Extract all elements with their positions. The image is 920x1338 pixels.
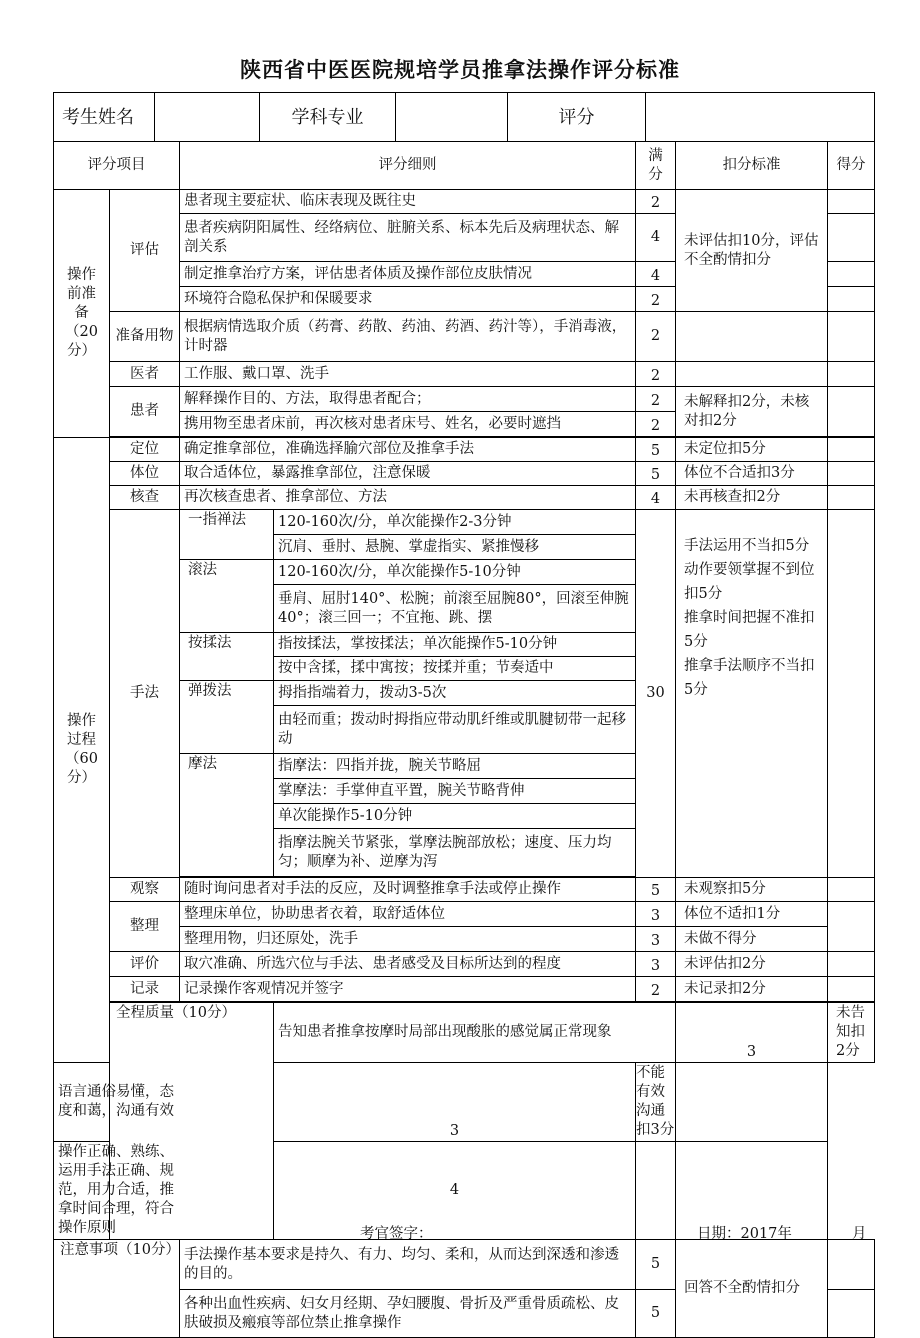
table-row bbox=[54, 190, 875, 214]
deduct-cell: 未再核查扣2分 bbox=[676, 486, 828, 510]
col-deduct: 扣分标准 bbox=[676, 142, 828, 190]
deduct-cell: 回答不全酌情扣分 bbox=[676, 1240, 828, 1338]
detail-cell: 工作服、戴口罩、洗手 bbox=[180, 362, 636, 387]
examiner-signature-label: 考官签字： bbox=[360, 1226, 433, 1242]
detail-cell: 操作正确、熟练、运用手法正确、规范，用力合适，推拿时间合理，符合操作原则 bbox=[54, 1142, 180, 1240]
col-detail: 评分细则 bbox=[180, 142, 636, 190]
score-table bbox=[53, 92, 875, 1338]
detail-cell: 指摩法：四指并拢，腕关节略屈 bbox=[274, 754, 636, 779]
detail-cell: 随时询问患者对手法的反应，及时调整推拿手法或停止操作 bbox=[180, 878, 636, 902]
full-score: 3 bbox=[636, 952, 676, 977]
table-row bbox=[54, 312, 875, 362]
full-score: 4 bbox=[274, 1142, 636, 1240]
deduct-line: 手法运用不当扣5分 bbox=[684, 538, 810, 554]
detail-cell: 患者疾病阴阳属性、经络病位、脏腑关系、标本先后及病理状态、解剖关系 bbox=[180, 214, 636, 262]
detail-cell: 各种出血性疾病、妇女月经期、孕妇腰腹、骨折及严重骨质疏松、皮肤破损及瘢痕等部位禁止推拿操作 bbox=[180, 1290, 636, 1338]
table-row bbox=[54, 878, 875, 902]
table-row bbox=[54, 462, 875, 486]
full-score: 3 bbox=[676, 1003, 828, 1063]
deduct-line: 动作要领掌握不到位扣5分 bbox=[684, 562, 815, 602]
got-cell[interactable] bbox=[828, 462, 875, 486]
got-cell[interactable] bbox=[828, 362, 875, 387]
detail-cell: 120-160次/分，单次能操作2-3分钟 bbox=[274, 510, 636, 535]
got-cell[interactable] bbox=[828, 190, 875, 214]
detail-cell: 由轻而重；拨动时拇指应带动肌纤维或肌腱韧带一起移动 bbox=[274, 706, 636, 754]
table-row bbox=[54, 362, 875, 387]
table-row bbox=[54, 1003, 875, 1063]
page-title: 陕西省中医医院规培学员推拿法操作评分标准 bbox=[240, 58, 680, 82]
detail-cell: 制定推拿治疗方案，评估患者体质及操作部位皮肤情况 bbox=[180, 262, 636, 287]
full-score: 2 bbox=[636, 362, 676, 387]
col-got: 得分 bbox=[828, 142, 875, 190]
table-row bbox=[54, 510, 875, 535]
full-score: 5 bbox=[636, 878, 676, 902]
full-score: 5 bbox=[636, 1240, 676, 1290]
deduct-cell: 未观察扣5分 bbox=[676, 878, 828, 902]
sub-patient: 患者 bbox=[110, 387, 180, 437]
detail-cell: 记录操作客观情况并签字 bbox=[180, 977, 636, 1002]
deduct-cell: 未评估扣2分 bbox=[676, 952, 828, 977]
score-label: 评分 bbox=[508, 93, 646, 141]
detail-cell: 语言通俗易懂，态度和蔼，沟通有效 bbox=[54, 1063, 180, 1142]
table-row bbox=[54, 977, 875, 1002]
col-full: 满分 bbox=[636, 142, 676, 190]
table-row bbox=[54, 1063, 875, 1142]
detail-cell: 根据病情选取介质（药膏、药散、药油、药酒、药汁等），手消毒液，计时器 bbox=[180, 312, 636, 362]
full-score: 3 bbox=[636, 902, 676, 927]
sub-assess: 评估 bbox=[110, 190, 180, 312]
got-cell[interactable] bbox=[828, 262, 875, 287]
table-row bbox=[54, 486, 875, 510]
full-score: 2 bbox=[636, 412, 676, 437]
got-cell[interactable] bbox=[828, 977, 875, 1002]
section-process: 操作过程（60分） bbox=[54, 438, 110, 1063]
full-score: 2 bbox=[636, 387, 676, 412]
deduct-cell: 体位不合适扣3分 bbox=[676, 462, 828, 486]
full-score: 30 bbox=[636, 510, 676, 878]
full-score: 5 bbox=[636, 438, 676, 462]
footer bbox=[0, 1222, 920, 1244]
full-score: 4 bbox=[636, 262, 676, 287]
deduct-cell: 未告知扣2分 bbox=[828, 1003, 875, 1063]
table-row bbox=[54, 1240, 875, 1290]
full-score: 2 bbox=[636, 190, 676, 214]
detail-cell: 指摩法腕关节紧张，掌摩法腕部放松；速度、压力均匀；顺摩为补、逆摩为泻 bbox=[274, 829, 636, 877]
got-cell[interactable] bbox=[828, 902, 875, 952]
detail-cell: 沉肩、垂肘、悬腕、掌虚指实、紧推慢移 bbox=[274, 535, 636, 560]
deduct-cell bbox=[676, 312, 828, 362]
table-row bbox=[54, 387, 875, 412]
table-row bbox=[54, 438, 875, 462]
sub-supplies: 准备用物 bbox=[110, 312, 180, 362]
detail-cell: 环境符合隐私保护和保暖要求 bbox=[180, 287, 636, 312]
full-score: 2 bbox=[636, 287, 676, 312]
detail-cell: 120-160次/分，单次能操作5-10分钟 bbox=[274, 560, 636, 585]
sub-evaluate: 评价 bbox=[110, 952, 180, 977]
full-score: 3 bbox=[274, 1063, 636, 1142]
detail-cell: 患者现主要症状、临床表现及既往史 bbox=[180, 190, 636, 214]
detail-cell: 解释操作目的、方法，取得患者配合； bbox=[180, 387, 636, 412]
detail-cell: 指按揉法，掌按揉法；单次能操作5-10分钟 bbox=[274, 633, 636, 657]
method-yizhichan: 一指禅法 bbox=[180, 510, 274, 560]
got-cell[interactable] bbox=[828, 878, 875, 902]
detail-cell: 再次核查患者、推拿部位、方法 bbox=[180, 486, 636, 510]
detail-cell: 整理床单位，协助患者衣着，取舒适体位 bbox=[180, 902, 636, 927]
deduct-line: 推拿手法顺序不当扣5分 bbox=[684, 658, 815, 698]
got-cell[interactable] bbox=[828, 387, 875, 437]
score-field[interactable] bbox=[646, 93, 874, 141]
sub-technique: 手法 bbox=[110, 510, 180, 878]
method-anrou: 按揉法 bbox=[180, 633, 274, 681]
sub-locate: 定位 bbox=[110, 438, 180, 462]
section-notes: 注意事项（10分） bbox=[54, 1240, 180, 1338]
table-row bbox=[54, 902, 875, 927]
got-cell[interactable] bbox=[828, 312, 875, 362]
sub-record: 记录 bbox=[110, 977, 180, 1002]
detail-cell: 单次能操作5-10分钟 bbox=[274, 804, 636, 829]
deduct-cell bbox=[676, 510, 828, 878]
deduct-cell: 体位不适扣1分 bbox=[676, 902, 828, 927]
date-label: 日期：2017年 bbox=[697, 1226, 792, 1242]
got-cell[interactable] bbox=[828, 486, 875, 510]
month-label: 月 bbox=[852, 1226, 867, 1242]
got-cell[interactable] bbox=[828, 952, 875, 977]
detail-cell: 取穴准确、所选穴位与手法、患者感受及目标所达到的程度 bbox=[180, 952, 636, 977]
full-score: 4 bbox=[636, 486, 676, 510]
detail-cell: 按中含揉，揉中寓按；按揉并重；节奏适中 bbox=[274, 657, 636, 681]
major-field[interactable] bbox=[396, 93, 508, 141]
full-score: 5 bbox=[636, 1290, 676, 1338]
deduct-cell bbox=[676, 362, 828, 387]
full-score: 3 bbox=[636, 927, 676, 952]
detail-cell: 手法操作基本要求是持久、有力、均匀、柔和，从而达到深透和渗透的目的。 bbox=[180, 1240, 636, 1290]
detail-cell: 告知患者推拿按摩时局部出现酸胀的感觉属正常现象 bbox=[274, 1003, 676, 1063]
deduct-cell: 未评估扣10分，评估不全酌情扣分 bbox=[676, 190, 828, 312]
col-item: 评分项目 bbox=[54, 142, 180, 190]
sub-check: 核查 bbox=[110, 486, 180, 510]
section-quality: 全程质量（10分） bbox=[110, 1003, 274, 1240]
sub-posture: 体位 bbox=[110, 462, 180, 486]
candidate-info-row bbox=[54, 93, 875, 142]
detail-cell: 掌摩法：手掌伸直平置，腕关节略背伸 bbox=[274, 779, 636, 804]
candidate-name-label: 考生姓名 bbox=[54, 93, 155, 141]
detail-cell: 携用物至患者床前，再次核对患者床号、姓名，必要时遮挡 bbox=[180, 412, 636, 437]
full-score: 4 bbox=[636, 214, 676, 262]
sub-doctor: 医者 bbox=[110, 362, 180, 387]
full-score: 2 bbox=[636, 312, 676, 362]
deduct-line: 推拿时间把握不准扣5分 bbox=[684, 610, 815, 650]
got-cell[interactable] bbox=[676, 1063, 828, 1142]
column-header-row bbox=[54, 142, 875, 190]
got-cell[interactable] bbox=[828, 510, 875, 878]
detail-cell: 取合适体位，暴露推拿部位，注意保暖 bbox=[180, 462, 636, 486]
deduct-cell: 不能有效沟通扣3分 bbox=[636, 1063, 676, 1142]
table-row bbox=[54, 952, 875, 977]
sub-tidy: 整理 bbox=[110, 902, 180, 952]
deduct-cell: 未定位扣5分 bbox=[676, 438, 828, 462]
deduct-cell: 未记录扣2分 bbox=[676, 977, 828, 1002]
full-score: 5 bbox=[636, 462, 676, 486]
got-cell[interactable] bbox=[828, 1240, 875, 1290]
detail-cell: 拇指指端着力，拨动3-5次 bbox=[274, 681, 636, 706]
got-cell[interactable] bbox=[828, 1290, 875, 1338]
got-cell[interactable] bbox=[828, 214, 875, 262]
method-gun: 滚法 bbox=[180, 560, 274, 633]
sub-observe: 观察 bbox=[110, 878, 180, 902]
detail-cell: 确定推拿部位，准确选择腧穴部位及推拿手法 bbox=[180, 438, 636, 462]
full-score: 2 bbox=[636, 977, 676, 1002]
got-cell[interactable] bbox=[828, 438, 875, 462]
deduct-cell: 未做不得分 bbox=[676, 927, 828, 952]
section-prep: 操作前准备（20分） bbox=[54, 190, 110, 438]
deduct-cell: 未解释扣2分，未核对扣2分 bbox=[676, 387, 828, 437]
method-tanbo: 弹拨法 bbox=[180, 681, 274, 754]
major-label: 学科专业 bbox=[260, 93, 396, 141]
detail-cell: 整理用物，归还原处，洗手 bbox=[180, 927, 636, 952]
detail-cell: 垂肩、屈肘140°、松腕；前滚至屈腕80°，回滚至伸腕40°；滚三回一；不宜拖、跳、摆 bbox=[274, 585, 636, 633]
candidate-name-field[interactable] bbox=[155, 93, 260, 141]
got-cell[interactable] bbox=[828, 287, 875, 312]
method-mo: 摩法 bbox=[180, 754, 274, 877]
